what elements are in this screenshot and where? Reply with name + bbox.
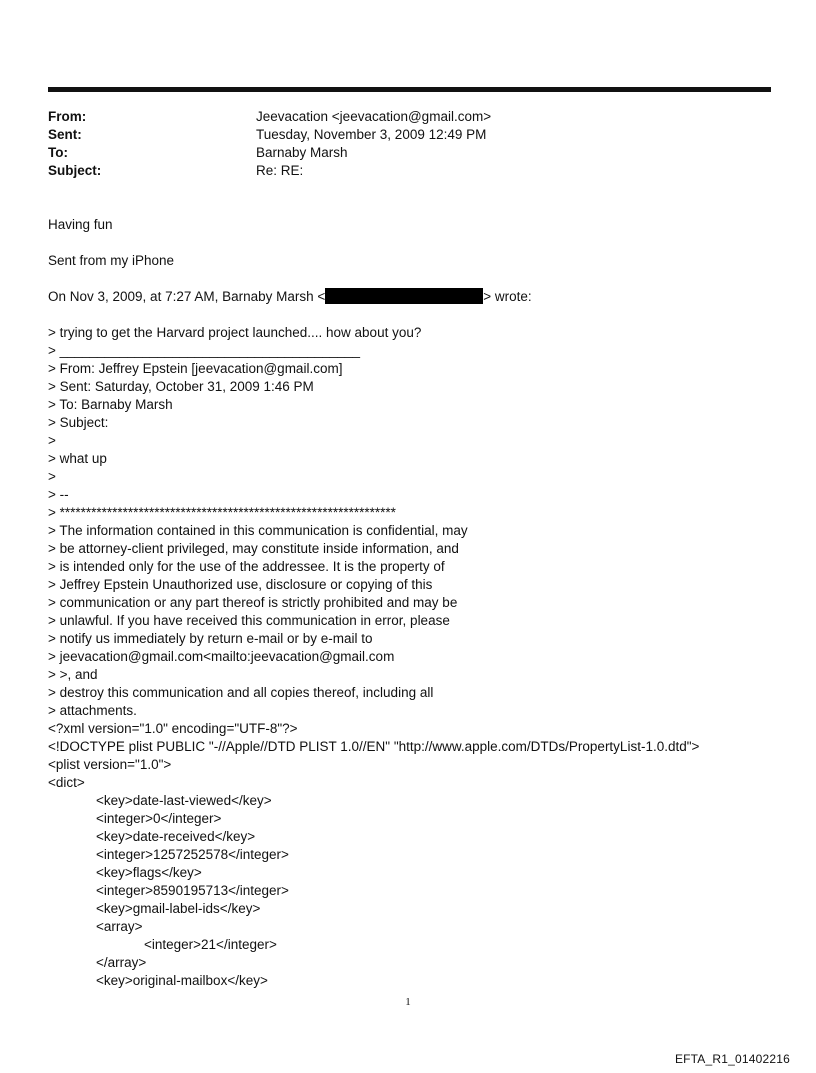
- plist-line: <key>gmail-label-ids</key>: [96, 901, 261, 916]
- quoted-line: > --: [48, 487, 69, 502]
- quoted-line: > To: Barnaby Marsh: [48, 397, 173, 412]
- from-value: Jeevacation <jeevacation@gmail.com>: [256, 109, 492, 124]
- email-body: [48, 216, 788, 990]
- quoted-line: > trying to get the Harvard project launched.... how about you?: [48, 325, 422, 340]
- quoted-line: > ****************************************************************: [48, 505, 396, 520]
- quoted-message: [48, 324, 788, 720]
- to-label: To:: [48, 145, 68, 160]
- document-id: EFTA_R1_01402216: [674, 1052, 790, 1066]
- quoted-line: > Jeffrey Epstein Unauthorized use, disclosure or copying of this: [48, 577, 433, 592]
- quote-intro: [48, 288, 788, 306]
- greeting-line: Having fun: [48, 217, 113, 232]
- quoted-line: > ________________________________________: [48, 343, 360, 358]
- subject-value: Re: RE:: [256, 163, 304, 178]
- quoted-line: > attachments.: [48, 703, 137, 718]
- quoted-line: > >, and: [48, 667, 98, 682]
- plist-line: <dict>: [48, 775, 85, 790]
- quoted-line: > unlawful. If you have received this communication in error, please: [48, 613, 450, 628]
- plist-line: <integer>1257252578</integer>: [96, 847, 289, 862]
- quote-intro-before: On Nov 3, 2009, at 7:27 AM, Barnaby Marsh <: [48, 289, 326, 304]
- plist-line: <key>flags</key>: [96, 865, 202, 880]
- plist-line: <integer>8590195713</integer>: [96, 883, 289, 898]
- plist-line: <integer>21</integer>: [144, 937, 277, 952]
- to-value: Barnaby Marsh: [256, 145, 348, 160]
- plist-line: <array>: [96, 919, 143, 934]
- quoted-line: > Sent: Saturday, October 31, 2009 1:46 PM: [48, 379, 314, 394]
- quoted-line: > The information contained in this communication is confidential, may: [48, 523, 468, 538]
- plist-block: [48, 720, 788, 990]
- subject-label: Subject:: [48, 163, 102, 178]
- email-header: [48, 108, 491, 180]
- subject-row: [48, 162, 491, 180]
- to-row: [48, 144, 491, 162]
- quoted-line: >: [48, 469, 56, 484]
- plist-line: </array>: [96, 955, 147, 970]
- signature-line: Sent from my iPhone: [48, 253, 175, 268]
- redaction-box: [325, 288, 483, 304]
- quoted-line: > Subject:: [48, 415, 109, 430]
- sent-value: Tuesday, November 3, 2009 12:49 PM: [256, 127, 487, 142]
- quote-intro-after: > wrote:: [483, 289, 532, 304]
- plist-line: <!DOCTYPE plist PUBLIC "-//Apple//DTD PLIST 1.0//EN" "http://www.apple.com/DTDs/PropertyList-1.0.dtd">: [48, 739, 700, 754]
- plist-line: <?xml version="1.0" encoding="UTF-8"?>: [48, 721, 298, 736]
- from-label: From:: [48, 109, 87, 124]
- quoted-line: > notify us immediately by return e-mail or by e-mail to: [48, 631, 373, 646]
- quoted-line: > is intended only for the use of the addressee. It is the property of: [48, 559, 445, 574]
- plist-line: <key>date-received</key>: [96, 829, 256, 844]
- quoted-line: > destroy this communication and all copies thereof, including all: [48, 685, 434, 700]
- plist-line: <integer>0</integer>: [96, 811, 222, 826]
- header-divider: [48, 87, 771, 92]
- quoted-line: > From: Jeffrey Epstein [jeevacation@gmail.com]: [48, 361, 343, 376]
- plist-line: <plist version="1.0">: [48, 757, 172, 772]
- page-number: 1: [405, 996, 411, 1008]
- quoted-line: >: [48, 433, 56, 448]
- quoted-line: > jeevacation@gmail.com<mailto:jeevacation@gmail.com: [48, 649, 395, 664]
- sent-label: Sent:: [48, 127, 82, 142]
- quoted-line: > be attorney-client privileged, may constitute inside information, and: [48, 541, 459, 556]
- quoted-line: > communication or any part thereof is strictly prohibited and may be: [48, 595, 458, 610]
- quoted-line: > what up: [48, 451, 107, 466]
- from-row: [48, 108, 491, 126]
- sent-row: [48, 126, 491, 144]
- plist-line: <key>original-mailbox</key>: [96, 973, 268, 988]
- plist-line: <key>date-last-viewed</key>: [96, 793, 272, 808]
